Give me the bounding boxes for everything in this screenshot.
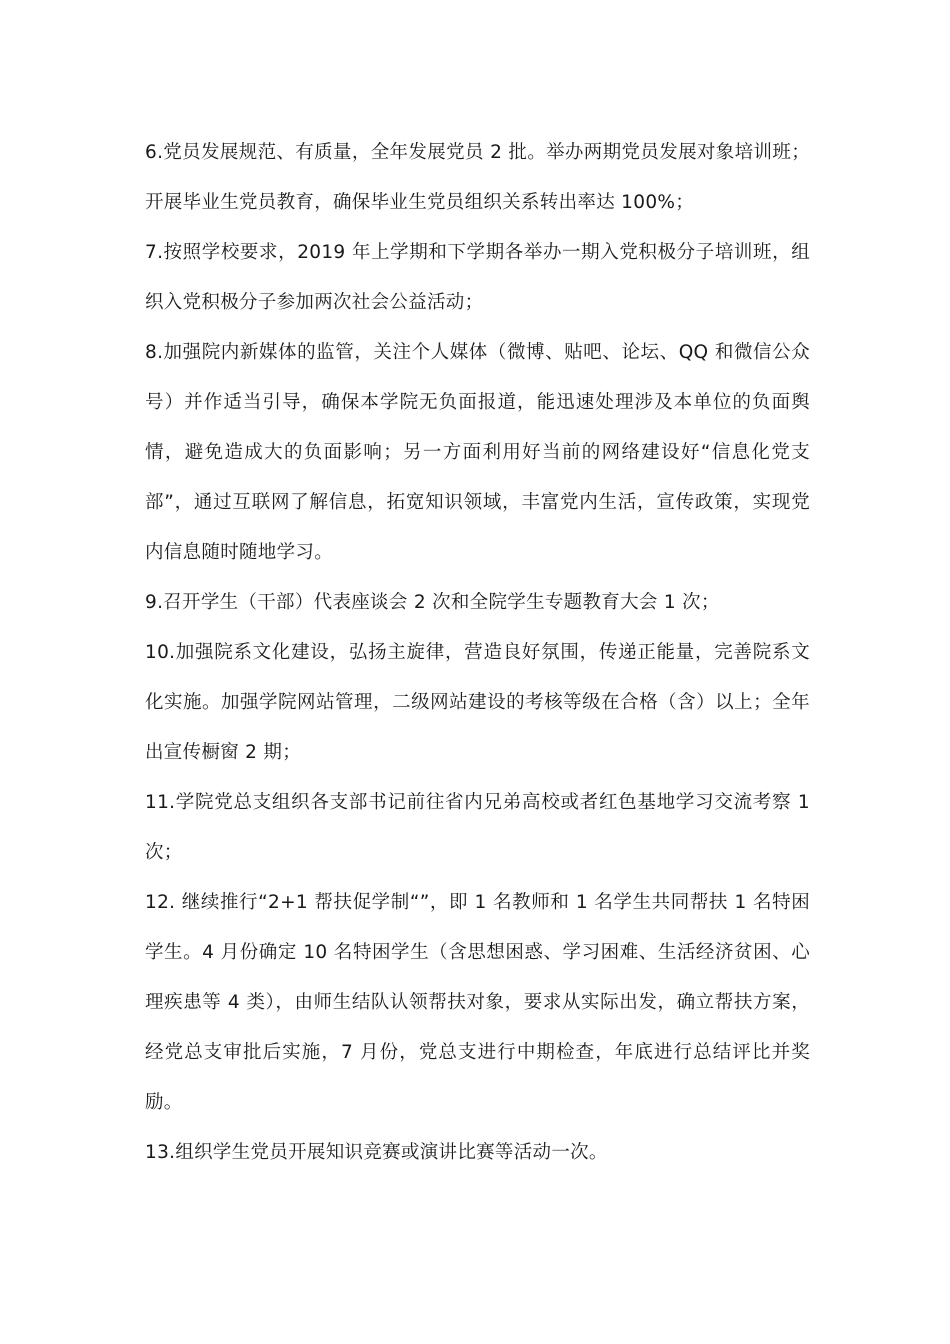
paragraph-6: 6.党员发展规范、有质量，全年发展党员 2 批。举办两期党员发展对象培训班；开展毕业生党员教育，确保毕业生党员组织关系转出率达 100%； <box>145 142 810 213</box>
paragraph-13: 13.组织学生党员开展知识竞赛或演讲比赛等活动一次。 <box>145 1142 608 1163</box>
paragraph-7: 7.按照学校要求，2019 年上学期和下学期各举办一期入党积极分子培训班，组织入党积极分子参加两次社会公益活动； <box>145 242 810 313</box>
paragraph-9: 9.召开学生（干部）代表座谈会 2 次和全院学生专题教育大会 1 次； <box>145 592 720 613</box>
paragraph-12: 12. 继续推行“2+1 帮扶促学制“”，即 1 名教师和 1 名学生共同帮扶 1 名特困学生。4 月份确定 10 名特困学生（含思想困惑、学习困难、生活经济贫困、心理疾患等 4 类），由师生结队认领帮扶对象，要求从实际出发，确立帮扶方案，经党总支审批后实施，7 月份，党总支进行中期检查，年底进行总结评比并奖励。 <box>145 892 810 1113</box>
paragraph-8: 8.加强院内新媒体的监管，关注个人媒体（微博、贴吧、论坛、QQ 和微信公众号）并作适当引导，确保本学院无负面报道，能迅速处理涉及本单位的负面舆情，避免造成大的负面影响；另一方面利用好当前的网络建设好“信息化党支部”，通过互联网了解信息，拓宽知识领域，丰富党内生活，宣传政策，实现党内信息随时随地学习。 <box>145 342 810 563</box>
document-body <box>145 128 810 1178</box>
paragraph-11: 11.学院党总支组织各支部书记前往省内兄弟高校或者红色基地学习交流考察 1 次； <box>145 792 810 863</box>
paragraph-10: 10.加强院系文化建设，弘扬主旋律，营造良好氛围，传递正能量，完善院系文化实施。加强学院网站管理，二级网站建设的考核等级在合格（含）以上；全年出宣传橱窗 2 期； <box>145 642 810 763</box>
